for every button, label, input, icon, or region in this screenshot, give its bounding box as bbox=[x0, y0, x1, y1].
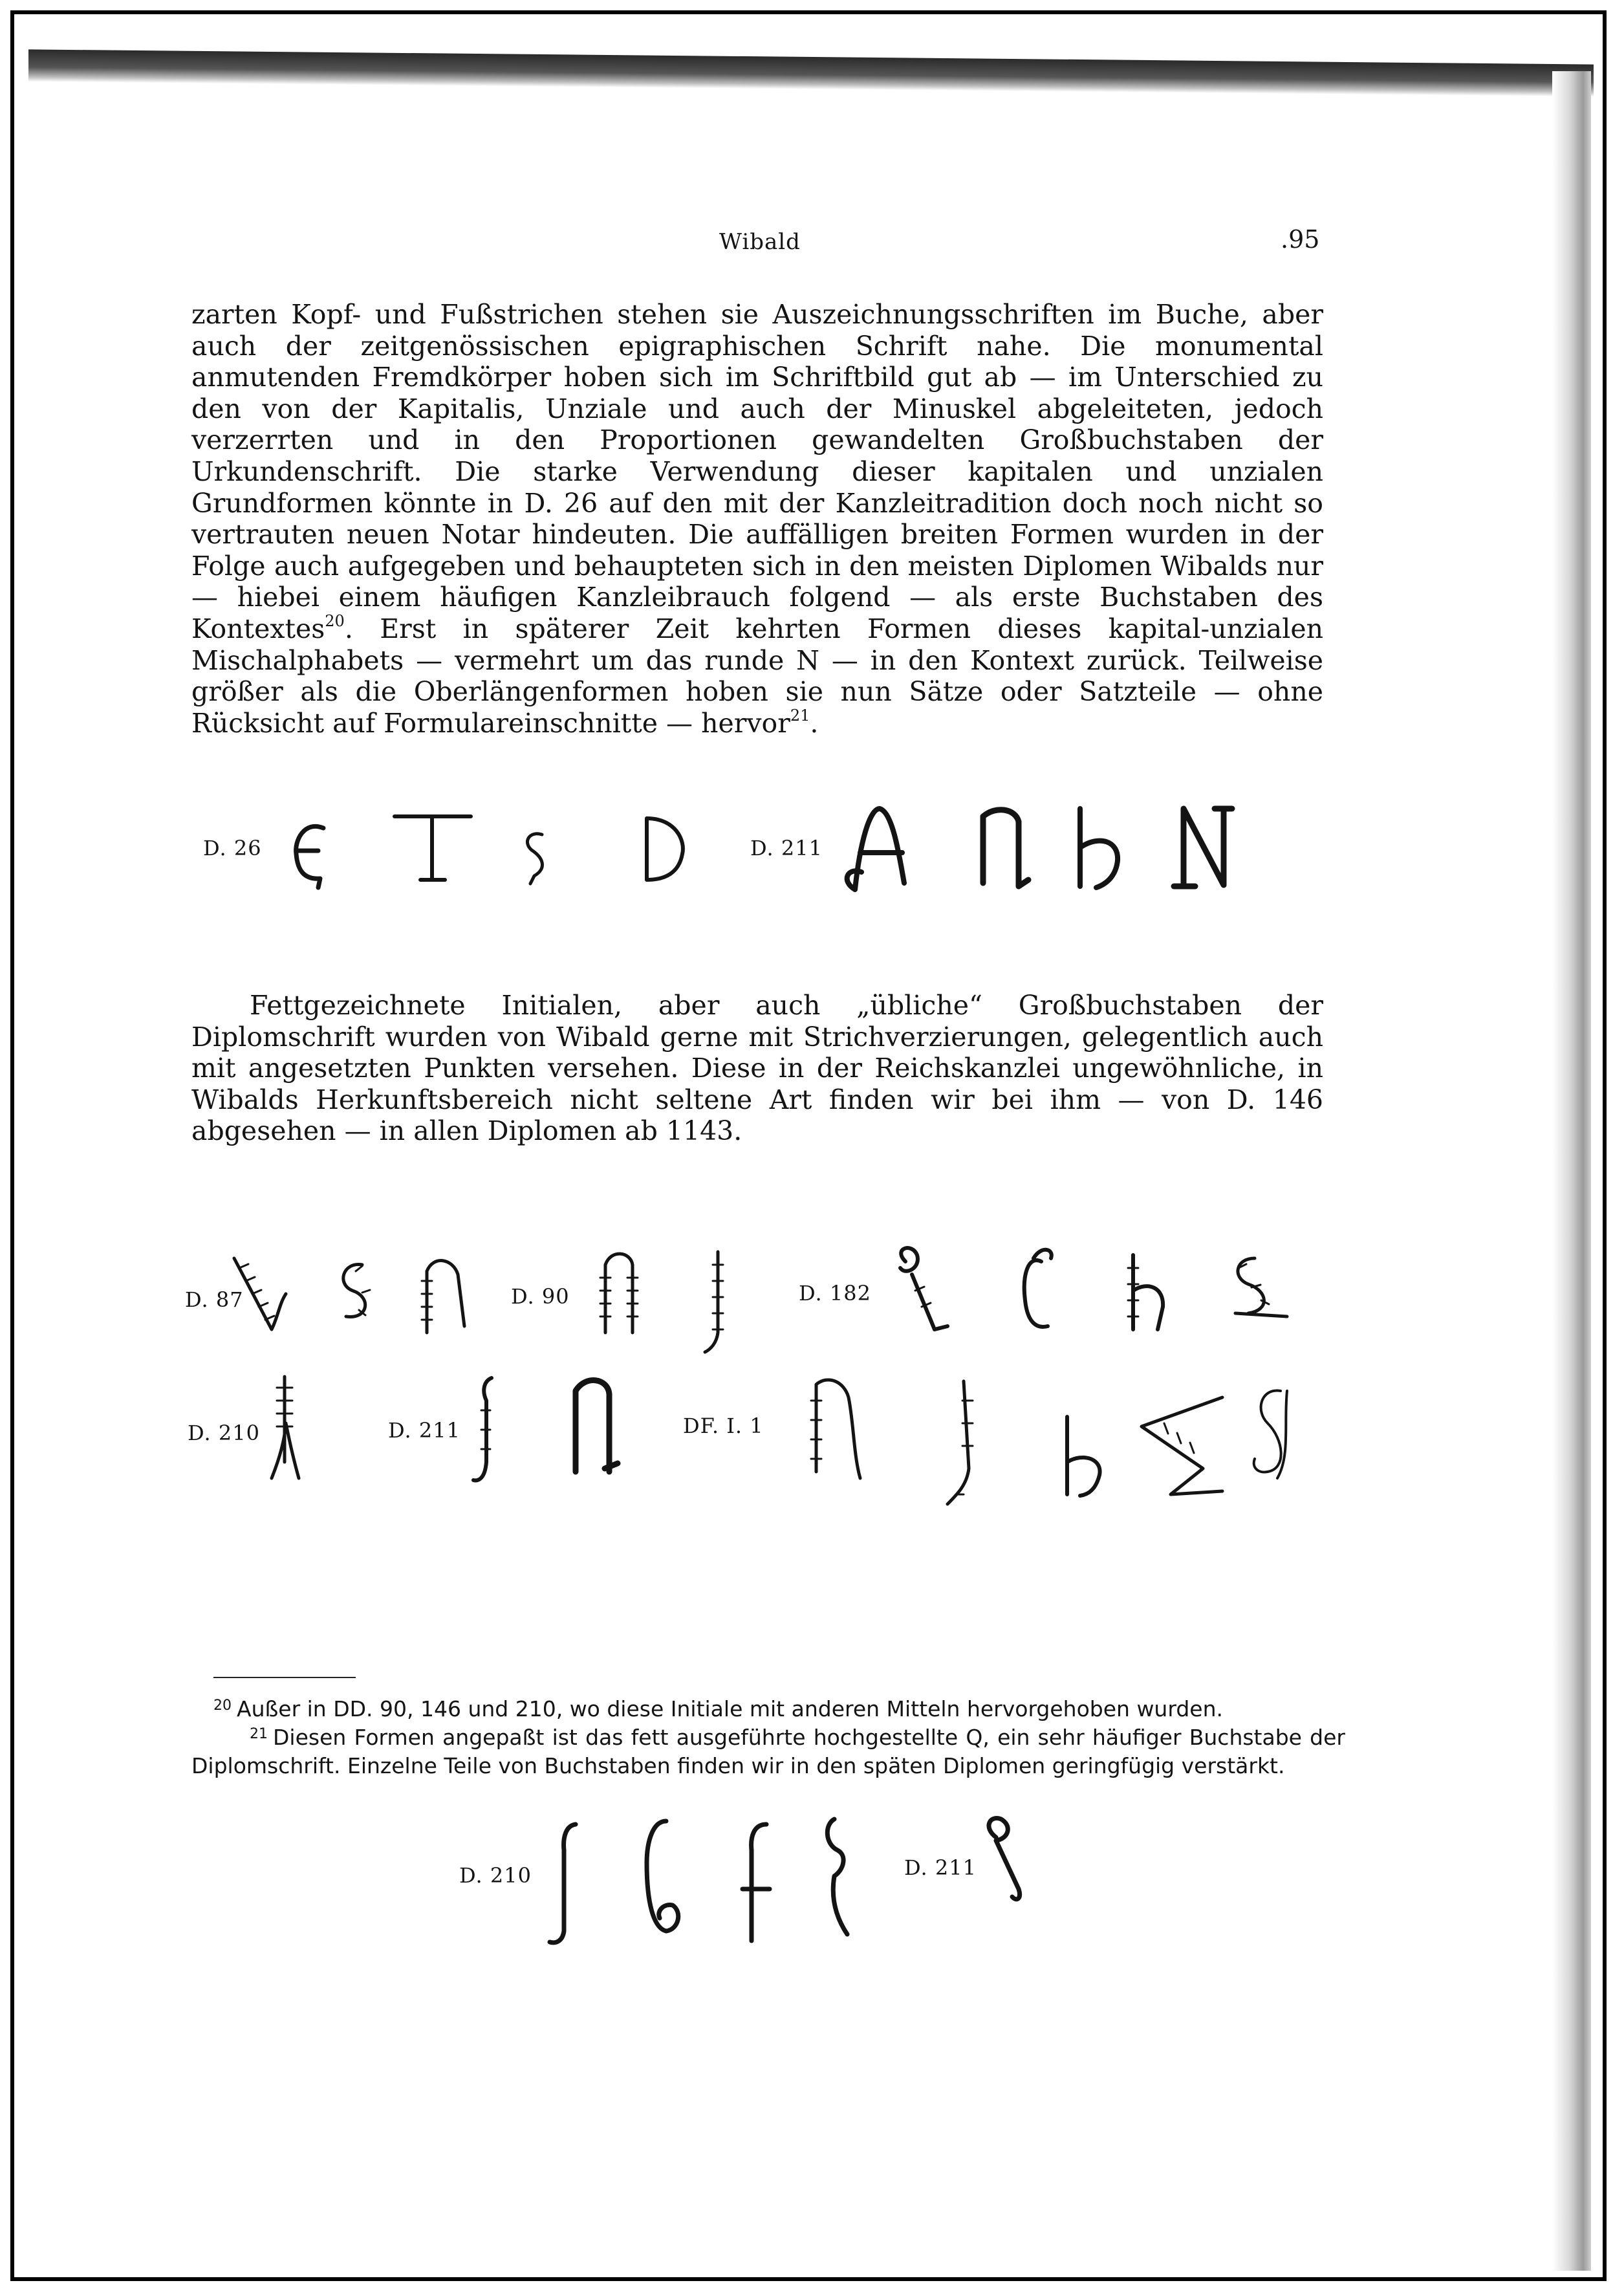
paragraph-1-text-a: zarten Kopf- und Fußstrichen stehen sie Auszeichnungsschriften im Buche, aber auch der zeitgenössischen epigraphischen Schrift nahe. Die monumental anmutenden Fremdkörper hoben sich im Schriftbild gut ab — im Unterschied zu den von der Kapitalis, Unziale und auch der Minuskel abgeleiteten, jedoch verzerrten und in den Proportionen gewandelten Großbuchstaben der Urkundenschrift. Die starke Verwendung dieser kapitalen und unzialen Grundformen könnte in D. 26 auf den mit der Kanzleitradition doch noch nicht so vertrauten neuen Notar hindeuten. Die auffälligen breiten Formen wurden in der Folge auch aufgegeben und behaupteten sich in den meisten Diplomen Wibalds nur — hiebei einem häufigen Kanzleibrauch folgend — als erste Buchstaben des Kontextes bbox=[191, 299, 1323, 644]
glyph-d182-3 bbox=[1128, 1255, 1163, 1329]
glyph-d90-2 bbox=[705, 1252, 723, 1352]
figure-label-d90: D. 90 bbox=[511, 1284, 570, 1309]
glyph-d211-mid-2 bbox=[576, 1381, 618, 1472]
glyph-d87-3 bbox=[422, 1261, 464, 1333]
running-title: Wibald bbox=[719, 229, 801, 255]
figure-label-d211-mid: D. 211 bbox=[388, 1418, 460, 1443]
glyph-df11-2 bbox=[947, 1381, 973, 1504]
figure-label-df11: DF. I. 1 bbox=[683, 1414, 764, 1438]
glyph-d210-bottom-1 bbox=[550, 1824, 576, 1943]
footnote-20-number: 20 bbox=[213, 1698, 232, 1714]
glyph-d87-2 bbox=[343, 1265, 370, 1317]
figure-label-d26: D. 26 bbox=[203, 836, 262, 860]
glyph-d90-1 bbox=[600, 1254, 638, 1333]
glyph-d211-mid-1 bbox=[473, 1378, 492, 1480]
glyph-d26-d bbox=[647, 818, 683, 880]
paragraph-1-text-c: . bbox=[810, 707, 819, 739]
footnote-20 bbox=[213, 1695, 1345, 1723]
glyph-d182-2 bbox=[1024, 1250, 1052, 1327]
footnote-ref-20[interactable]: 20 bbox=[325, 611, 345, 630]
footnote-20-text: Außer in DD. 90, 146 und 210, wo diese Initiale mit anderen Mitteln hervorgehoben wurden. bbox=[237, 1696, 1223, 1721]
figure-label-d182: D. 182 bbox=[799, 1281, 871, 1305]
glyph-d182-1 bbox=[900, 1248, 947, 1329]
glyph-df11-5 bbox=[1254, 1391, 1287, 1478]
paragraph-2: Fettgezeichnete Initialen, aber auch „übliche“ Großbuchstaben der Diplomschrift wurden von Wibald gerne mit Strichverzierungen, gelegentlich auch mit angesetzten Punkten versehen. Diese in der Reichskanzlei ungewöhnliche, in Wibalds Herkunftsbereich nicht seltene Art finden wir bei ihm — von D. 146 abgesehen — in allen Diplomen ab 1143. bbox=[191, 990, 1323, 1147]
glyph-d211-round-n bbox=[1174, 809, 1232, 886]
glyph-d211-bottom bbox=[989, 1819, 1020, 1899]
glyph-d182-4 bbox=[1235, 1258, 1287, 1316]
paragraph-1-text-b: . Erst in späterer Zeit kehrten Formen dieses kapital-unzialen Mischalphabets — vermehrt um das runde N — in den Kontext zurück. Teilweise größer als die Oberlängenformen hoben sie nun Sätze oder Satzteile — ohne Rücksicht auf Formulareinschnitte — hervor bbox=[191, 613, 1323, 739]
footnote-21-text: Diesen Formen angepaßt ist das fett ausgeführte hochgestellte Q, ein sehr häufiger Buchstabe der Diplomschrift. Einzelne Teile von Buchstaben finden wir in den späten Diplomen geringfügig verstärkt. bbox=[191, 1725, 1345, 1778]
footnote-21 bbox=[191, 1723, 1345, 1780]
glyph-d26-t bbox=[395, 816, 471, 880]
glyph-d211-n bbox=[983, 810, 1028, 886]
glyph-df11-4 bbox=[1142, 1397, 1222, 1494]
glyph-d210-bottom-2 bbox=[647, 1821, 678, 1931]
glyph-d210-bottom-4 bbox=[827, 1819, 847, 1934]
glyph-df11-1 bbox=[811, 1380, 860, 1478]
figure-label-d210: D. 210 bbox=[188, 1421, 260, 1445]
glyph-d210-bottom-3 bbox=[742, 1824, 770, 1941]
glyph-df11-3 bbox=[1067, 1417, 1100, 1496]
figure-label-d211-top: D. 211 bbox=[750, 836, 823, 860]
figure-label-d210-bottom: D. 210 bbox=[459, 1863, 532, 1888]
glyph-d210 bbox=[272, 1377, 299, 1478]
figure-label-d211-bottom: D. 211 bbox=[904, 1855, 977, 1880]
glyph-d26-s bbox=[527, 834, 542, 884]
glyph-d26-uncial-e bbox=[296, 826, 323, 888]
page-number: .95 bbox=[1281, 225, 1320, 254]
footnote-21-number: 21 bbox=[250, 1726, 268, 1742]
glyph-d211-a bbox=[847, 809, 904, 890]
footnote-rule bbox=[213, 1677, 356, 1678]
glyph-d211-h bbox=[1080, 809, 1118, 888]
footnote-ref-21[interactable]: 21 bbox=[790, 706, 810, 725]
figure-label-d87: D. 87 bbox=[185, 1287, 244, 1312]
